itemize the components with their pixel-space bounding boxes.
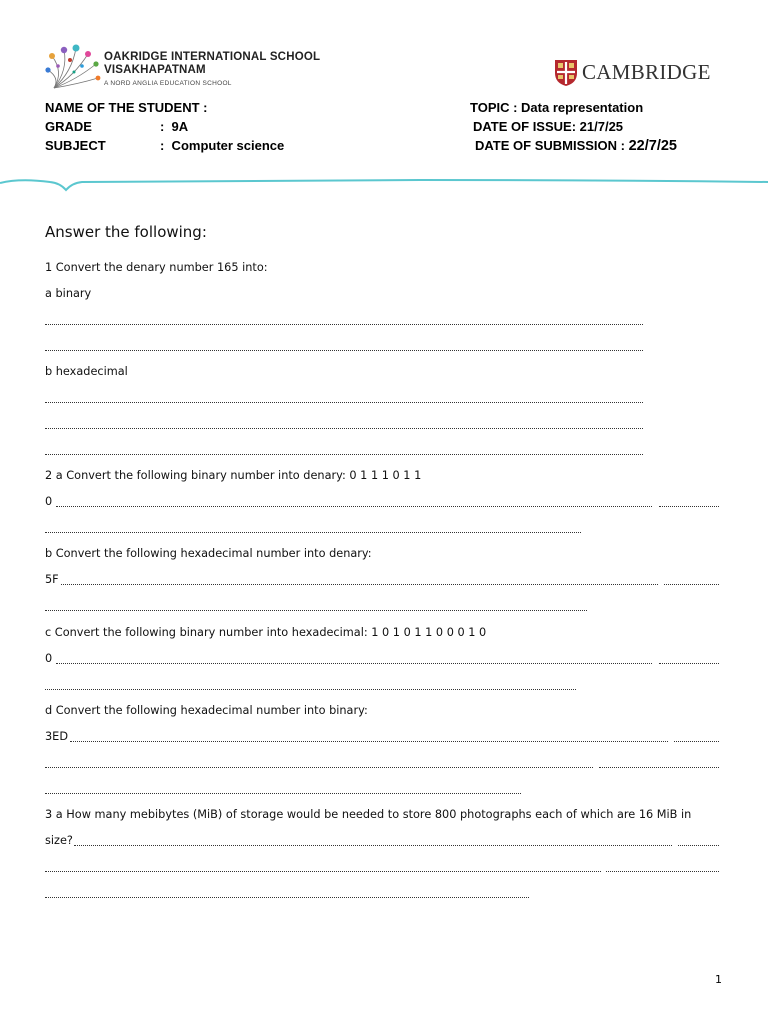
answer-line[interactable] bbox=[74, 845, 672, 847]
question-1a: a binary bbox=[45, 287, 92, 300]
school-name-line2: VISAKHAPATNAM bbox=[104, 63, 206, 76]
topic: TOPIC : Data representation bbox=[470, 100, 644, 115]
answer-line[interactable] bbox=[45, 689, 576, 691]
student-name-label: NAME OF THE STUDENT : bbox=[45, 100, 208, 115]
answer-line[interactable] bbox=[45, 454, 643, 456]
answer-line[interactable] bbox=[45, 350, 643, 352]
answer-line[interactable] bbox=[659, 506, 719, 508]
answer-line[interactable] bbox=[599, 767, 719, 769]
subject-label: SUBJECT bbox=[45, 138, 106, 153]
answer-line[interactable] bbox=[70, 741, 668, 743]
school-name-line1: OAKRIDGE INTERNATIONAL SCHOOL bbox=[104, 51, 321, 63]
header-divider-wave bbox=[0, 170, 768, 196]
cambridge-shield-icon bbox=[554, 59, 578, 87]
question-2b-continued: 5F bbox=[45, 573, 59, 586]
answer-line[interactable] bbox=[56, 506, 652, 508]
date-of-submission-value: 22/7/25 bbox=[628, 138, 677, 154]
cambridge-logo-text: CAMBRIDGE bbox=[582, 60, 711, 84]
answer-line[interactable] bbox=[45, 897, 529, 899]
question-2c: c Convert the following binary number into hexadecimal: 1 0 1 0 1 1 0 0 0 1 0 bbox=[45, 626, 487, 639]
page-number: 1 bbox=[715, 973, 722, 986]
question-1: 1 Convert the denary number 165 into: bbox=[45, 261, 268, 274]
question-2d: d Convert the following hexadecimal number into binary: bbox=[45, 704, 368, 717]
answer-line[interactable] bbox=[61, 584, 658, 586]
answer-line[interactable] bbox=[674, 741, 719, 743]
date-of-issue: DATE OF ISSUE: 21/7/25 bbox=[473, 119, 624, 134]
answer-line[interactable] bbox=[659, 663, 719, 665]
grade-label: GRADE bbox=[45, 119, 92, 134]
section-heading: Answer the following: bbox=[45, 223, 207, 241]
question-1b: b hexadecimal bbox=[45, 365, 128, 378]
answer-line[interactable] bbox=[664, 584, 719, 586]
answer-line[interactable] bbox=[45, 428, 643, 430]
subject-value: : Computer science bbox=[160, 138, 285, 153]
grade-value: : 9A bbox=[160, 119, 189, 134]
answer-line[interactable] bbox=[45, 871, 601, 873]
school-logo-icon bbox=[44, 42, 102, 94]
question-2a-continued: 0 bbox=[45, 495, 53, 508]
answer-line[interactable] bbox=[45, 610, 587, 612]
date-of-submission bbox=[475, 138, 677, 154]
question-2d-continued: 3ED bbox=[45, 730, 69, 743]
question-2a: 2 a Convert the following binary number into denary: 0 1 1 1 0 1 1 bbox=[45, 469, 422, 482]
answer-line[interactable] bbox=[45, 767, 593, 769]
date-of-submission-label: DATE OF SUBMISSION : bbox=[475, 138, 629, 153]
answer-line[interactable] bbox=[45, 324, 643, 326]
answer-line[interactable] bbox=[678, 845, 719, 847]
school-name bbox=[104, 51, 320, 76]
question-3a: 3 a How many mebibytes (MiB) of storage would be needed to store 800 photographs each of which are 16 MiB in bbox=[45, 808, 692, 821]
question-2c-continued: 0 bbox=[45, 652, 53, 665]
school-tagline: A NORD ANGLIA EDUCATION SCHOOL bbox=[104, 80, 232, 87]
question-2b: b Convert the following hexadecimal number into denary: bbox=[45, 547, 372, 560]
answer-line[interactable] bbox=[56, 663, 652, 665]
question-3a-continued: size? bbox=[45, 834, 73, 847]
answer-line[interactable] bbox=[45, 402, 643, 404]
answer-line[interactable] bbox=[45, 793, 521, 795]
answer-line[interactable] bbox=[606, 871, 719, 873]
answer-line[interactable] bbox=[45, 532, 581, 534]
